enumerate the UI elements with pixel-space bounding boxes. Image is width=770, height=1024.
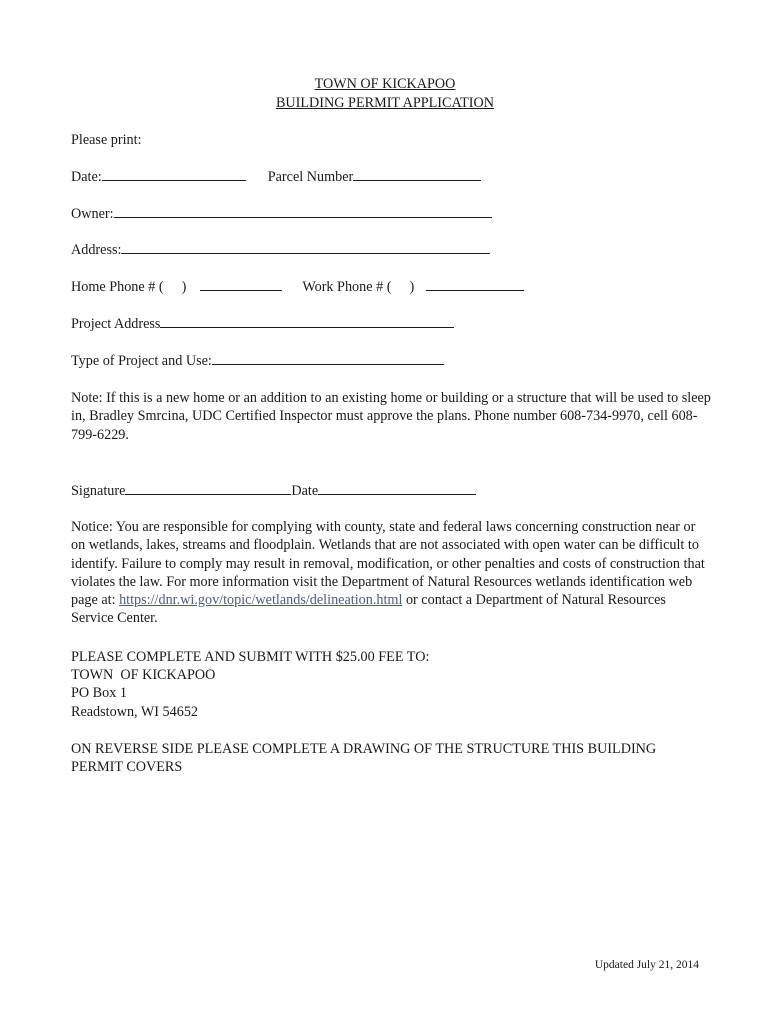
submit-heading: PLEASE COMPLETE AND SUBMIT WITH $25.00 FEE TO: [71, 649, 430, 665]
notice-text-end: or contact a Department of Natural Resources Service Center. [71, 592, 666, 627]
submit-town-name: TOWN OF KICKAPOO [71, 667, 216, 683]
project-address-field[interactable] [160, 315, 454, 328]
project-address-label: Project Address [71, 316, 161, 332]
notice-text: Notice: You are responsible for complying with county, state and federal laws concerning construction near or on wetlands, lakes, streams and floodplain. Wetlands that are not associated with open water can be difficult to identify. Failure to comply may result in removal, modification, or other penalties and costs of construction that violates the law. For more information visit the Department of Natural Resources wetlands identification web page at: [71, 519, 705, 609]
work-phone-close: ) [409, 279, 415, 295]
date-label: Date: [71, 169, 102, 185]
inspector-note: Note: If this is a new home or an addition to an existing home or building or a structure that will be used to sleep in, Bradley Smrcina, UDC Certified Inspector must approve the plans. Phone number 608-734-9970, cell 608-799-6229. [71, 390, 711, 443]
parcel-label: Parcel Number [267, 169, 354, 185]
owner-label: Owner: [71, 206, 114, 222]
updated-date: Updated July 21, 2014 [594, 959, 699, 971]
owner-field[interactable] [114, 205, 492, 218]
work-phone-label: Work Phone # ( [302, 279, 392, 295]
submit-po-box: PO Box 1 [71, 685, 127, 701]
signature-field[interactable] [125, 482, 291, 495]
print-instruction: Please print: [71, 132, 142, 148]
home-phone-close: ) [181, 279, 187, 295]
submit-city: Readstown, WI 54652 [71, 704, 199, 720]
home-phone-field[interactable] [200, 278, 282, 291]
date-row [71, 168, 481, 186]
address-label: Address: [71, 242, 122, 258]
wetlands-notice [71, 518, 711, 628]
address-field[interactable] [121, 241, 490, 254]
project-type-label: Type of Project and Use: [71, 353, 212, 369]
town-heading: TOWN OF KICKAPOO [314, 76, 456, 92]
signature-date-field[interactable] [318, 482, 476, 495]
project-address-row [71, 315, 454, 333]
address-row [71, 241, 490, 259]
dnr-wetlands-link[interactable]: https://dnr.wi.gov/topic/wetlands/delineation.html [119, 592, 403, 609]
phone-row [71, 278, 524, 296]
work-phone-field[interactable] [426, 278, 524, 291]
signature-row [71, 482, 476, 500]
signature-label: Signature [71, 483, 126, 499]
form-title: BUILDING PERMIT APPLICATION [275, 95, 495, 111]
project-type-field[interactable] [212, 352, 444, 365]
signature-date-label: Date [291, 483, 319, 499]
owner-row [71, 205, 492, 223]
project-type-row [71, 352, 444, 370]
home-phone-label: Home Phone # ( [71, 279, 164, 295]
date-field[interactable] [102, 168, 246, 181]
reverse-side-note: ON REVERSE SIDE PLEASE COMPLETE A DRAWING OF THE STRUCTURE THIS BUILDING PERMIT COVERS [71, 741, 657, 776]
parcel-number-field[interactable] [353, 168, 481, 181]
